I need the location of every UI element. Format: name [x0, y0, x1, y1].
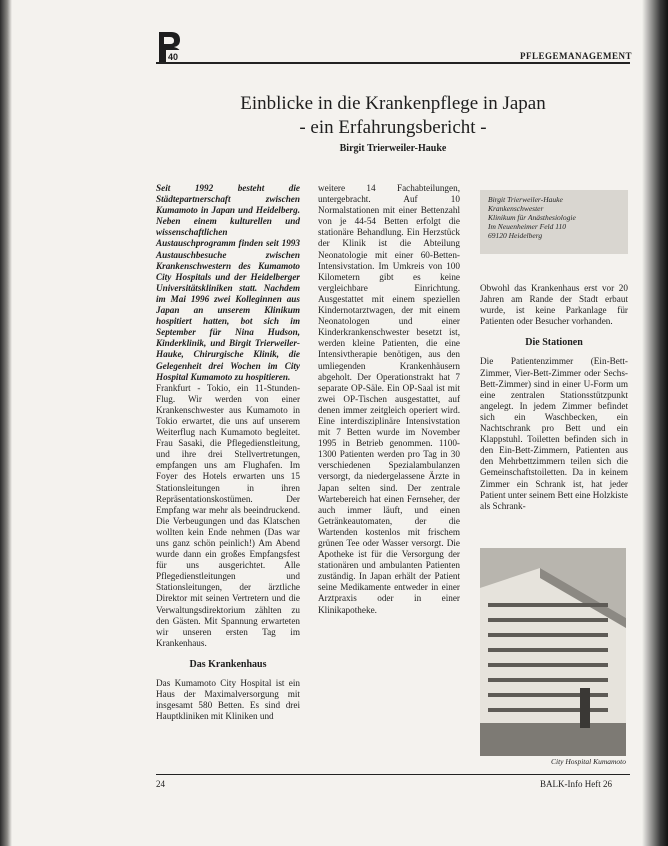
- subheading-stationen: Die Stationen: [525, 337, 583, 349]
- info-line: Birgit Trierweiler-Hauke: [488, 195, 563, 204]
- info-line: Klinikum für Anästhesiologie: [488, 213, 576, 222]
- section-label: PFLEGEMANAGEMENT: [520, 51, 633, 61]
- info-line: Krankenschwester: [488, 204, 544, 213]
- scan-binding-shadow: [0, 0, 12, 846]
- body-paragraph: Frankfurt - Tokio, ein 11-Stunden-Flug. Wir werden von einer Krankenschwester aus Kumamoto in Tokio erwartet, die uns auf unserem Weiterflug nach Kumamoto begleitet. Frau Sasaki, die Pflegedienstleitung, und ihre drei Stellvertretungen, empfangen uns am Flughafen. Im Foyer des Hotels erwarten uns 15 Stationsleitungen in ihren Repräsentationskostümen. Der Empfang war mehr als beeindruckend. Die Verbeugungen und das Klatschen wollten kein Ende nehmen (Das war uns ganz schön peinlich!) Am Abend wurde dann ein großes Empfangsfest für uns ausgerichtet. Alle Pflegedienstleitungen und Stationsleitungen, der ärztliche Direktor mit seinen Vertretern und die Verwaltungsdirektorium zählten zu den Gästen. Mit Spannung erwarteten wir unseren ersten Tag im Krankenhaus.: [156, 382, 300, 648]
- info-line: Im Neuenheimer Feld 110: [488, 222, 566, 231]
- body-paragraph: Die Patientenzimmer (Ein-Bett-Zimmer, Vier-Bett-Zimmer oder Sechs-Bett-Zimmer) sind in einer U-Form um eine zentralen Stationsstützpunkt angelegt. In jedem Zimmer befindet sich ein Waschbecken, ein Nachtschrank pro Bett und ein Klappstuhl. Toiletten befinden sich in den Ein-Bett-Zimmern, Patienten aus den Mehrbettzimmern teilen sich die Gemeinschaftstoiletten. Da in keinem Zimmer ein Schrank ist, hat jeder Patient unter seinem Bett eine Holzkiste als Schrank-: [480, 356, 628, 511]
- author-info-box: [480, 190, 628, 254]
- scan-edge-shadow: [642, 0, 668, 846]
- balk-logo-icon: [156, 30, 186, 66]
- column-3: [480, 283, 628, 512]
- hospital-building-illustration: [480, 548, 626, 756]
- article-title: Einblicke in die Krankenpflege in Japan: [240, 93, 546, 114]
- subheading-krankenhaus: Das Krankenhaus: [189, 658, 267, 670]
- body-paragraph: Obwohl das Krankenhaus erst vor 20 Jahren am Rande der Stadt erbaut wurde, ist keine Parkanlage für Patienten oder Besucher vorhanden.: [480, 283, 628, 327]
- footer-rule: [156, 774, 630, 775]
- header-rule: [156, 62, 630, 64]
- column-1: [156, 183, 300, 722]
- page-number: 24: [156, 779, 165, 789]
- info-line: 69120 Heidelberg: [488, 231, 543, 240]
- column-2: [318, 183, 460, 616]
- body-paragraph: weitere 14 Fachabteilungen, untergebracht. Auf 10 Normalstationen mit einer Bettenzahl von je 44-54 Betten erfolgt die stationäre Behandlung. Ein Herzstück der Klinik ist die Abteilung Neonatologie mit einer 60-Betten-Intensivstation. Im Umkreis von 100 Kilometern gibt es keine vergleichbare Einrichtung. Ausgestattet mit einem speziellen Kindernotarztwagen, der mit einem Neonatologen und einer Kinderkrankenschwester besetzt ist, werden kleine Patienten, die eine Intensivtherapie benötigen, aus den umliegenden Krankenhäusern abgeholt. Der Operationstrakt hat 7 separate OP-Säle. Ein OP-Saal ist mit zwei OP-Tischen ausgestattet, auf denen immer zeitgleich operiert wird. Eine interdisziplinäre Intensivstation mit 7 Betten wurde im November 1995 in Betrieb genommen. 1100-1300 Patienten werden pro Tag in 30 verschiedenen Spezialambulanzen versorgt, da niedergelassene Ärzte in Japan selten sind. Der zentrale Wartebereich hat einen Fernseher, der auch immer läuft, und einen Getränkeautomaten, der die Wartenden kostenlos mit frischem grünen Tee oder Wasser versorgt. Die Apotheke ist für die Versorgung der stationären und ambulanten Patienten zuständig. In Japan erhält der Patient seine Medikamente entweder in einer Arztpraxis oder in einer Klinikapotheke.: [318, 183, 460, 615]
- article-subtitle: - ein Erfahrungsbericht -: [299, 117, 487, 138]
- article-author: Birgit Trierweiler-Hauke: [339, 143, 447, 154]
- issue-label: BALK-Info Heft 26: [540, 779, 612, 789]
- body-paragraph: Das Kumamoto City Hospital ist ein Haus der Maximalversorgung mit insgesamt 580 Betten. Es sind drei Hauptkliniken mit Kliniken und: [156, 678, 300, 722]
- lead-paragraph: Seit 1992 besteht die Städtepartnerschaft zwischen Kumamoto in Japan und Heidelberg. Neben einem kulturellen und wissenschaftlichen Austauschprogramm finden seit 1993 Austauschbesuche zwischen Krankenschwestern des Kumamoto City Hospitals und der Heidelberger Universitätskliniken statt. Nachdem im Mai 1996 zwei Kolleginnen aus Japan an unserem Klinikum hospitiert hatten, bot sich im September für Nina Hudson, Kinderklinik, und Birgit Trierweiler-Hauke, Chirurgische Klinik, die Gelegenheit drei Wochen im City Hospital Kumamoto zu hospitieren.: [156, 183, 300, 382]
- photo-caption: City Hospital Kumamoto: [550, 757, 626, 766]
- hospital-photo: [480, 548, 626, 756]
- svg-text:40: 40: [168, 52, 179, 62]
